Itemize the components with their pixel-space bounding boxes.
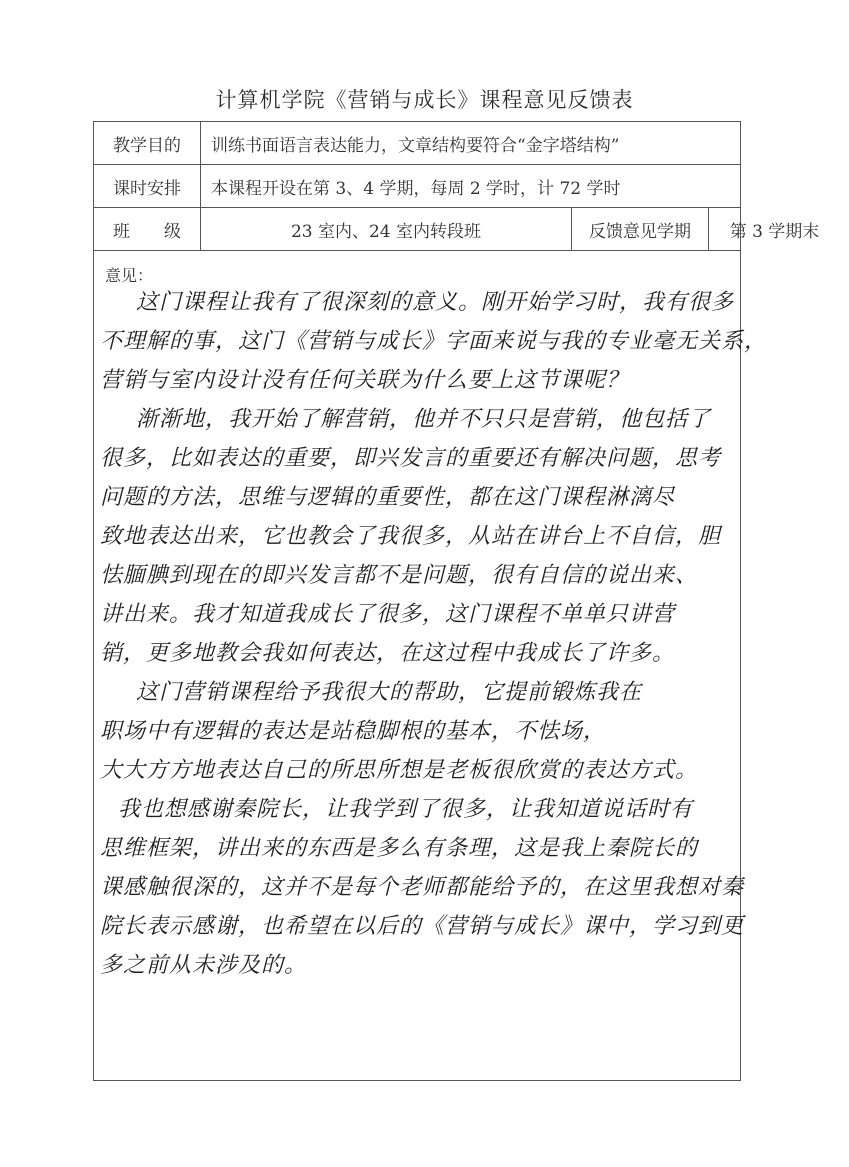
- comment-line: 渐渐地，我开始了解营销，他并不只只是营销，他包括了: [136, 407, 712, 432]
- page-title: 计算机学院《营销与成长》课程意见反馈表: [215, 88, 634, 112]
- comment-line: 讲出来。我才知道我成长了很多，这门课程不单单只讲营: [100, 602, 676, 627]
- table-row-class: [94, 208, 820, 251]
- class-value: 23 室内、24 室内转段班: [201, 208, 572, 250]
- comment-line: 很多，比如表达的重要，即兴发言的重要还有解决问题，思考: [100, 446, 722, 471]
- schedule-value: 本课程开设在第 3、4 学期，每周 2 学时，计 72 学时: [211, 178, 621, 199]
- feedback-term-value: 第 3 学期末: [729, 221, 820, 242]
- teaching-purpose-value: 训练书面语言表达能力，文章结构要符合“金字塔结构”: [211, 135, 620, 156]
- comment-line: 这门营销课程给予我很大的帮助，它提前锻炼我在: [136, 680, 643, 705]
- comment-line: 我也想感谢秦院长，让我学到了很多，让我知道说话时有: [118, 797, 694, 822]
- comment-line: 营销与室内设计没有任何关联为什么要上这节课呢？: [100, 368, 630, 393]
- comment-line: 职场中有逻辑的表达是站稳脚根的基本，不怯场，: [100, 719, 607, 744]
- comment-line: 这门课程让我有了很深刻的意义。刚开始学习时，我有很多: [136, 290, 735, 315]
- comment-line: 思维框架，讲出来的东西是多么有条理，这是我上秦院长的: [100, 836, 699, 861]
- schedule-label: 课时安排: [94, 165, 201, 207]
- table-row-teaching-purpose: [94, 122, 740, 165]
- teaching-purpose-label: 教学目的: [94, 122, 201, 164]
- comment-line: 怯腼腆到现在的即兴发言都不是问题，很有自信的说出来、: [100, 563, 699, 588]
- comment-line: 课感触很深的，这并不是每个老师都能给予的，在这里我想对秦: [100, 875, 745, 900]
- comment-line: 致地表达出来，它也教会了我很多，从站在讲台上不自信，胆: [100, 524, 722, 549]
- comment-line: 销，更多地教会我如何表达，在这过程中我成长了许多。: [100, 641, 676, 666]
- comment-line: 大大方方地表达自己的所思所想是老板很欣赏的表达方式。: [100, 758, 699, 783]
- handwritten-comments: [100, 283, 768, 985]
- comment-line: 院长表示感谢，也希望在以后的《营销与成长》课中，学习到更: [100, 914, 745, 939]
- class-label: 班 级: [94, 208, 201, 250]
- comment-line: 问题的方法，思维与逻辑的重要性，都在这门课程淋漓尽: [100, 485, 676, 510]
- comment-line: 多之前从未涉及的。: [100, 953, 308, 978]
- table-row-schedule: [94, 165, 740, 208]
- comment-line: 不理解的事，这门《营销与成长》字面来说与我的专业毫无关系，: [100, 329, 768, 354]
- feedback-term-label: 反馈意见学期: [572, 208, 709, 250]
- comments-label: 意见：: [105, 266, 154, 285]
